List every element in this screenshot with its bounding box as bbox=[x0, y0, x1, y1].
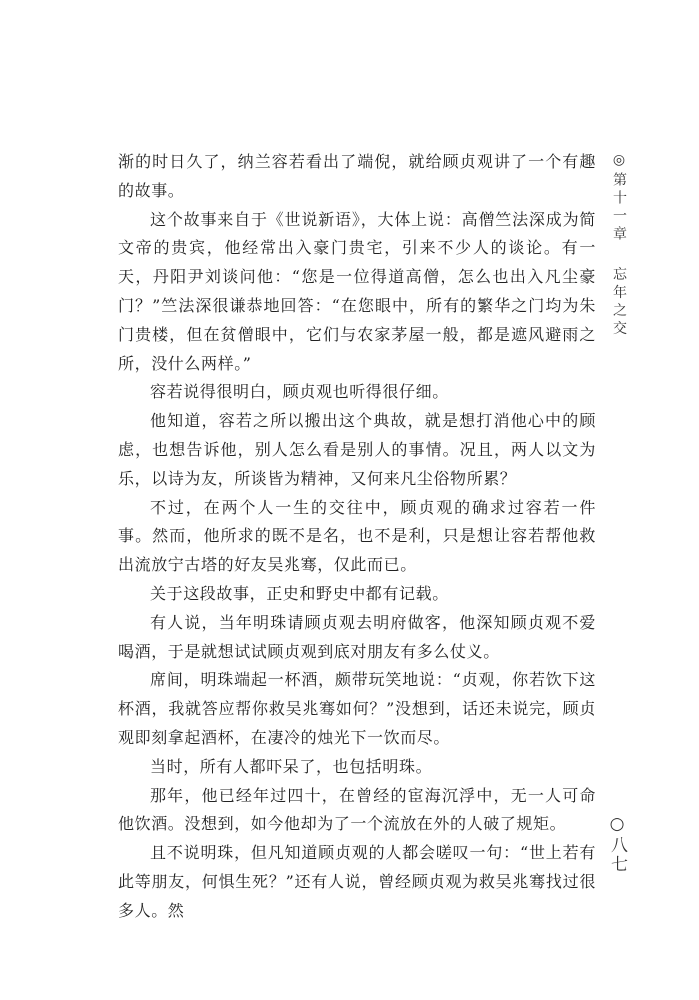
paragraph: 席间，明珠端起一杯酒，颇带玩笑地说：“贞观，你若饮下这杯酒，我就答应帮你救吴兆骞如何？”没想到，话还未说完，顾贞观即刻拿起酒杯，在凄冷的烛光下一饮而尽。 bbox=[118, 670, 596, 747]
paragraph: 有人说，当年明珠请顾贞观去明府做客，他深知顾贞观不爱喝酒，于是就想试试顾贞观到底对朋友有多么仗义。 bbox=[118, 612, 596, 661]
paragraph: 那年，他已经年过四十，在曾经的宦海沉浮中，无一人可命他饮酒。没想到，如今他却为了一个流放在外的人破了规矩。 bbox=[118, 785, 596, 834]
paragraph: 容若说得很明白，顾贞观也听得很仔细。 bbox=[150, 382, 449, 402]
chapter-label: ◎第十一章 bbox=[611, 152, 627, 244]
page-number: ○八七 bbox=[607, 814, 627, 874]
paragraph: 这个故事来自于《世说新语》，大体上说：高僧竺法深成为简文帝的贵宾，他经常出入豪门贵宅，引来不少人的谈论。有一天，丹阳尹刘谈问他：“您是一位得道高僧，怎么也出入凡尘豪门？”竺法深很谦恭地回答：“在您眼中，所有的繁华之门均为朱门贵楼，但在贫僧眼中，它们与农家茅屋一般，都是遮风避雨之所，没什么两样。” bbox=[118, 209, 596, 373]
paragraph: 渐的时日久了，纳兰容若看出了端倪，就给顾贞观讲了一个有趣的故事。 bbox=[118, 152, 596, 200]
chapter-title: 忘年之交 bbox=[611, 266, 627, 339]
paragraph: 他知道，容若之所以搬出这个典故，就是想打消他心中的顾虑，也想告诉他，别人怎么看是别人的事情。况且，两人以文为乐，以诗为友，所谈皆为精神，又何来凡尘俗物所累？ bbox=[118, 411, 596, 488]
paragraph: 关于这段故事，正史和野史中都有记载。 bbox=[150, 583, 449, 603]
running-header bbox=[607, 152, 629, 338]
page-body-text bbox=[118, 148, 596, 926]
paragraph: 不过，在两个人一生的交往中，顾贞观的确求过容若一件事。然而，他所求的既不是名，也不是利，只是想让容若帮他救出流放宁古塔的好友吴兆骞，仅此而已。 bbox=[118, 497, 596, 575]
paragraph: 且不说明珠，但凡知道顾贞观的人都会嗟叹一句：“世上若有此等朋友，何惧生死？”还有人说，曾经顾贞观为救吴兆骞找过很多人。然 bbox=[118, 843, 596, 920]
paragraph: 当时，所有人都吓呆了，也包括明珠。 bbox=[150, 756, 433, 776]
